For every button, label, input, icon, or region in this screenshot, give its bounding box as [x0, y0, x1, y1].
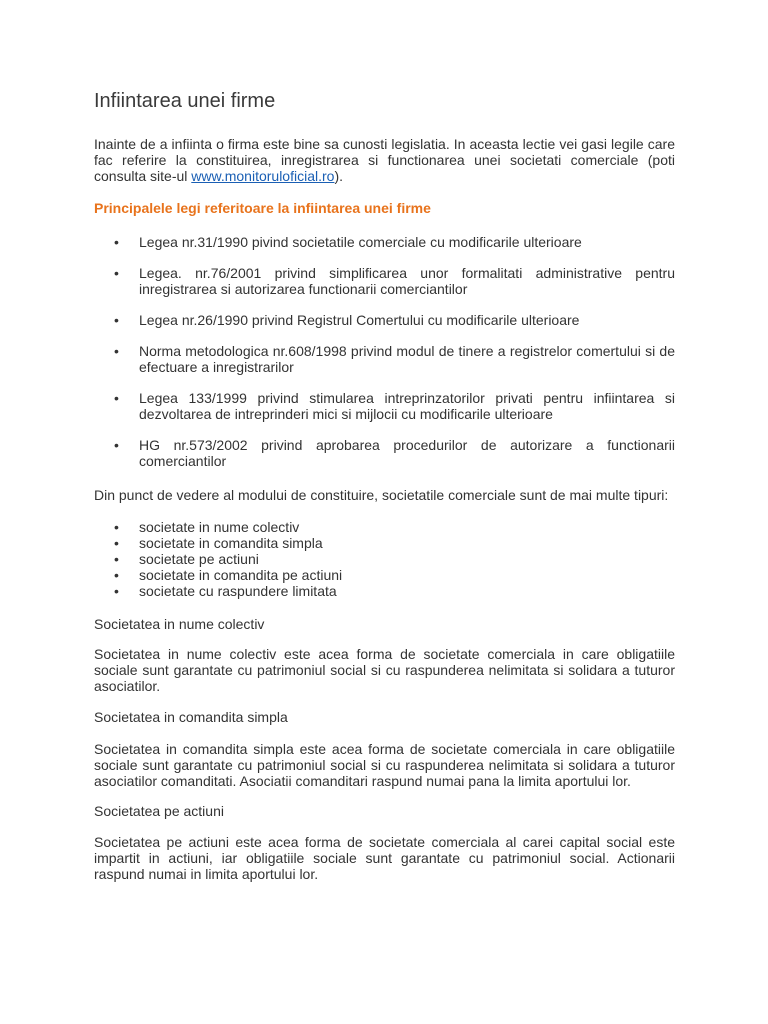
section-heading-pe-actiuni: Societatea pe actiuni	[94, 803, 224, 819]
intro-text-end: ).	[334, 168, 344, 184]
law-item: • Norma metodologica nr.608/1998 privind modul de tinere a registrelor comertului si de efectuare a inregistrarilor	[94, 343, 675, 375]
company-type-item: • societate in comandita simpla	[94, 535, 675, 551]
laws-heading: Principalele legi referitoare la infiintarea unei firme	[94, 200, 431, 216]
intro-text: Inainte de a infiinta o firma este bine sa cunosti legislatia. In aceasta lectie vei gasi legile care fac referire la constituirea, inregistrarea si functionarea unei societati comerciale (poti consulta site-ul	[94, 136, 675, 184]
law-item: • Legea nr.26/1990 privind Registrul Comertului cu modificarile ulterioare	[94, 312, 675, 328]
monitorul-oficial-link[interactable]: www.monitoruloficial.ro	[191, 168, 335, 184]
law-item: • Legea nr.31/1990 pivind societatile comerciale cu modificarile ulterioare	[94, 234, 675, 250]
company-type-item: • societate in nume colectiv	[94, 519, 675, 535]
section-body-pe-actiuni: Societatea pe actiuni este acea forma de societate comerciala al carei capital social este impartit in actiuni, iar obligatiile sociale sunt garantate cu patrimoniul social. Actionarii raspund numai in limita aportului lor.	[94, 834, 675, 882]
law-item: • Legea. nr.76/2001 privind simplificarea unor formalitati administrative pentru inregistrarea si autorizarea functionarii comerciantilor	[94, 265, 675, 297]
section-heading-comandita-simpla: Societatea in comandita simpla	[94, 709, 288, 725]
page-title: Infiintarea unei firme	[94, 90, 276, 112]
company-type-item: • societate pe actiuni	[94, 551, 675, 567]
company-types-list	[94, 519, 675, 599]
company-type-item: • societate in comandita pe actiuni	[94, 567, 675, 583]
intro-paragraph	[94, 136, 675, 184]
section-body-comandita-simpla: Societatea in comandita simpla este acea forma de societate comerciala in care obligatiile sociale sunt garantate cu patrimoniul social si cu raspunderea nelimitata si solidara a tuturor asociatilor comanditati. Asociatii comanditari raspund numai pana la limita aportului lor.	[94, 741, 675, 789]
law-item: • HG nr.573/2002 privind aprobarea procedurilor de autorizare a functionarii comerciantilor	[94, 437, 675, 469]
laws-list	[94, 234, 675, 484]
law-item: • Legea 133/1999 privind stimularea intreprinzatorilor privati pentru infiintarea si dezvoltarea de intreprinderi mici si mijlocii cu modificarile ulterioare	[94, 390, 675, 422]
company-type-item: • societate cu raspundere limitata	[94, 583, 675, 599]
section-body-nume-colectiv: Societatea in nume colectiv este acea forma de societate comerciala in care obligatiile sociale sunt garantate cu patrimoniul social si cu raspunderea nelimitata si solidara a tuturor asociatilor.	[94, 646, 675, 694]
section-heading-nume-colectiv: Societatea in nume colectiv	[94, 616, 265, 632]
forms-intro-paragraph: Din punct de vedere al modului de constituire, societatile comerciale sunt de mai multe tipuri:	[94, 487, 669, 503]
